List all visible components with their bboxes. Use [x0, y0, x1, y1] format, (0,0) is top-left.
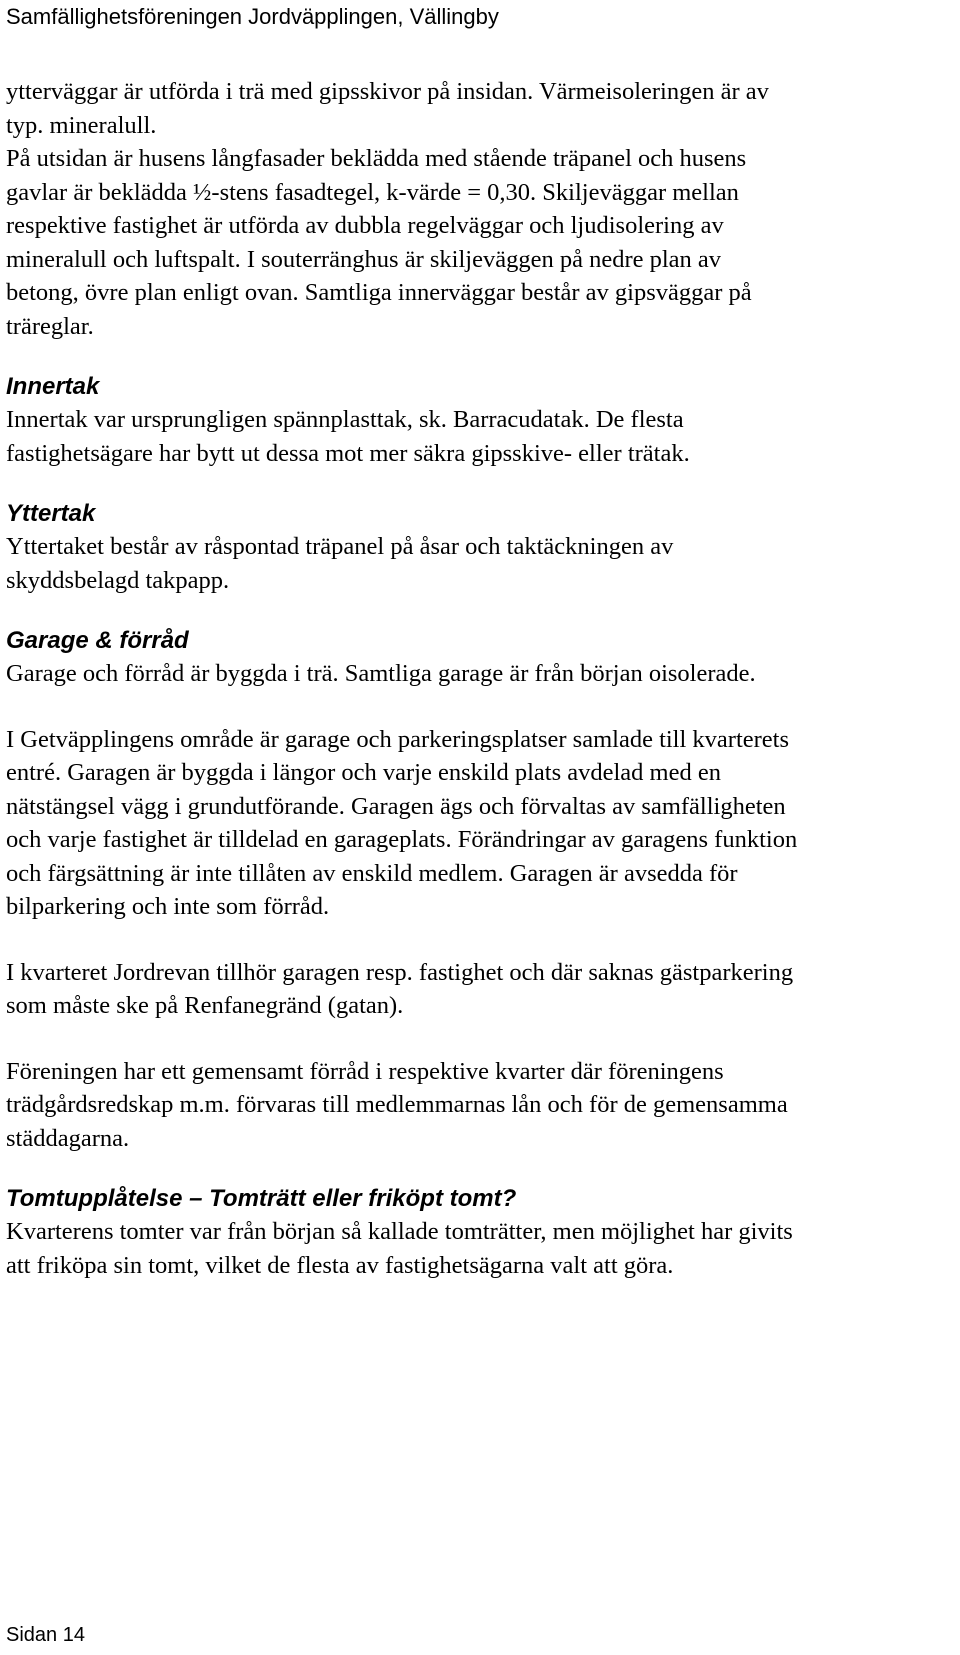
section-heading-tomtupplatelse: Tomtupplåtelse – Tomträtt eller friköpt tomt? — [6, 1185, 517, 1212]
text-line: Innertak var ursprungligen spännplasttak, sk. Barracudatak. De flesta — [6, 406, 684, 433]
section-heading-yttertak: Yttertak — [6, 500, 96, 527]
text-line: I kvarteret Jordrevan tillhör garagen resp. fastighet och där saknas gästparkering — [6, 958, 794, 986]
text-line: mineralull och luftspalt. I souterränghus är skiljeväggen på nedre plan av — [6, 245, 722, 273]
text-line: typ. mineralull. — [6, 111, 157, 139]
text-line: och varje fastighet är tilldelad en garageplats. Förändringar av garagens funktion — [6, 826, 798, 853]
text-line: Yttertaket består av råspontad träpanel på åsar och taktäckningen av — [6, 533, 674, 560]
page-number: Sidan 14 — [6, 1624, 85, 1646]
innertak-paragraph — [6, 403, 956, 470]
text-line: gavlar är beklädda ½-stens fasadtegel, k-värde = 0,30. Skiljeväggar mellan — [6, 178, 739, 206]
text-line: som måste ske på Renfanegränd (gatan). — [6, 992, 404, 1019]
text-line: att friköpa sin tomt, vilket de flesta av fastighetsägarna valt att göra. — [6, 1251, 674, 1279]
text-line: och färgsättning är inte tillåten av enskild medlem. Garagen är avsedda för — [6, 859, 738, 887]
text-line: fastighetsägare har bytt ut dessa mot mer säkra gipsskive- eller trätak. — [6, 439, 690, 467]
section-heading-innertak: Innertak — [6, 373, 100, 400]
text-line: Föreningen har ett gemensamt förråd i respektive kvarter där föreningens — [6, 1057, 724, 1085]
garage-paragraph-1 — [6, 657, 956, 691]
text-line: betong, övre plan enligt ovan. Samtliga innerväggar består av gipsväggar på — [6, 279, 752, 306]
text-line: Garage och förråd är byggda i trä. Samtliga garage är från början oisolerade. — [6, 660, 756, 687]
text-line: På utsidan är husens långfasader beklädda med stående träpanel och husens — [6, 145, 747, 172]
garage-paragraph-4 — [6, 1055, 956, 1156]
section-heading-garage: Garage & förråd — [6, 627, 189, 654]
text-line: träreglar. — [6, 312, 94, 340]
text-line: ytterväggar är utförda i trä med gipsskivor på insidan. Värmeisoleringen är av — [6, 78, 769, 105]
text-line: I Getväpplingens område är garage och parkeringsplatser samlade till kvarterets — [6, 725, 790, 753]
yttertak-paragraph — [6, 530, 956, 597]
text-line: nätstängsel vägg i grundutförande. Garagen ägs och förvaltas av samfälligheten — [6, 792, 786, 820]
text-line: entré. Garagen är byggda i längor och varje enskild plats avdelad med en — [6, 759, 721, 786]
garage-paragraph-2 — [6, 723, 956, 924]
text-line: respektive fastighet är utförda av dubbla regelväggar och ljudisolering av — [6, 212, 724, 239]
page-header: Samfällighetsföreningen Jordväpplingen, Vällingby — [6, 4, 499, 29]
text-line: skyddsbelagd takpapp. — [6, 566, 230, 594]
text-line: trädgårdsredskap m.m. förvaras till medlemmarnas lån och för de gemensamma — [6, 1091, 788, 1118]
text-line: Kvarterens tomter var från början så kallade tomträtter, men möjlighet har givits — [6, 1218, 793, 1245]
text-line: städdagarna. — [6, 1124, 130, 1152]
intro-paragraph — [6, 75, 956, 343]
text-line: bilparkering och inte som förråd. — [6, 893, 330, 920]
tomt-paragraph — [6, 1215, 956, 1282]
garage-paragraph-3 — [6, 956, 956, 1023]
document-body — [6, 75, 956, 1282]
